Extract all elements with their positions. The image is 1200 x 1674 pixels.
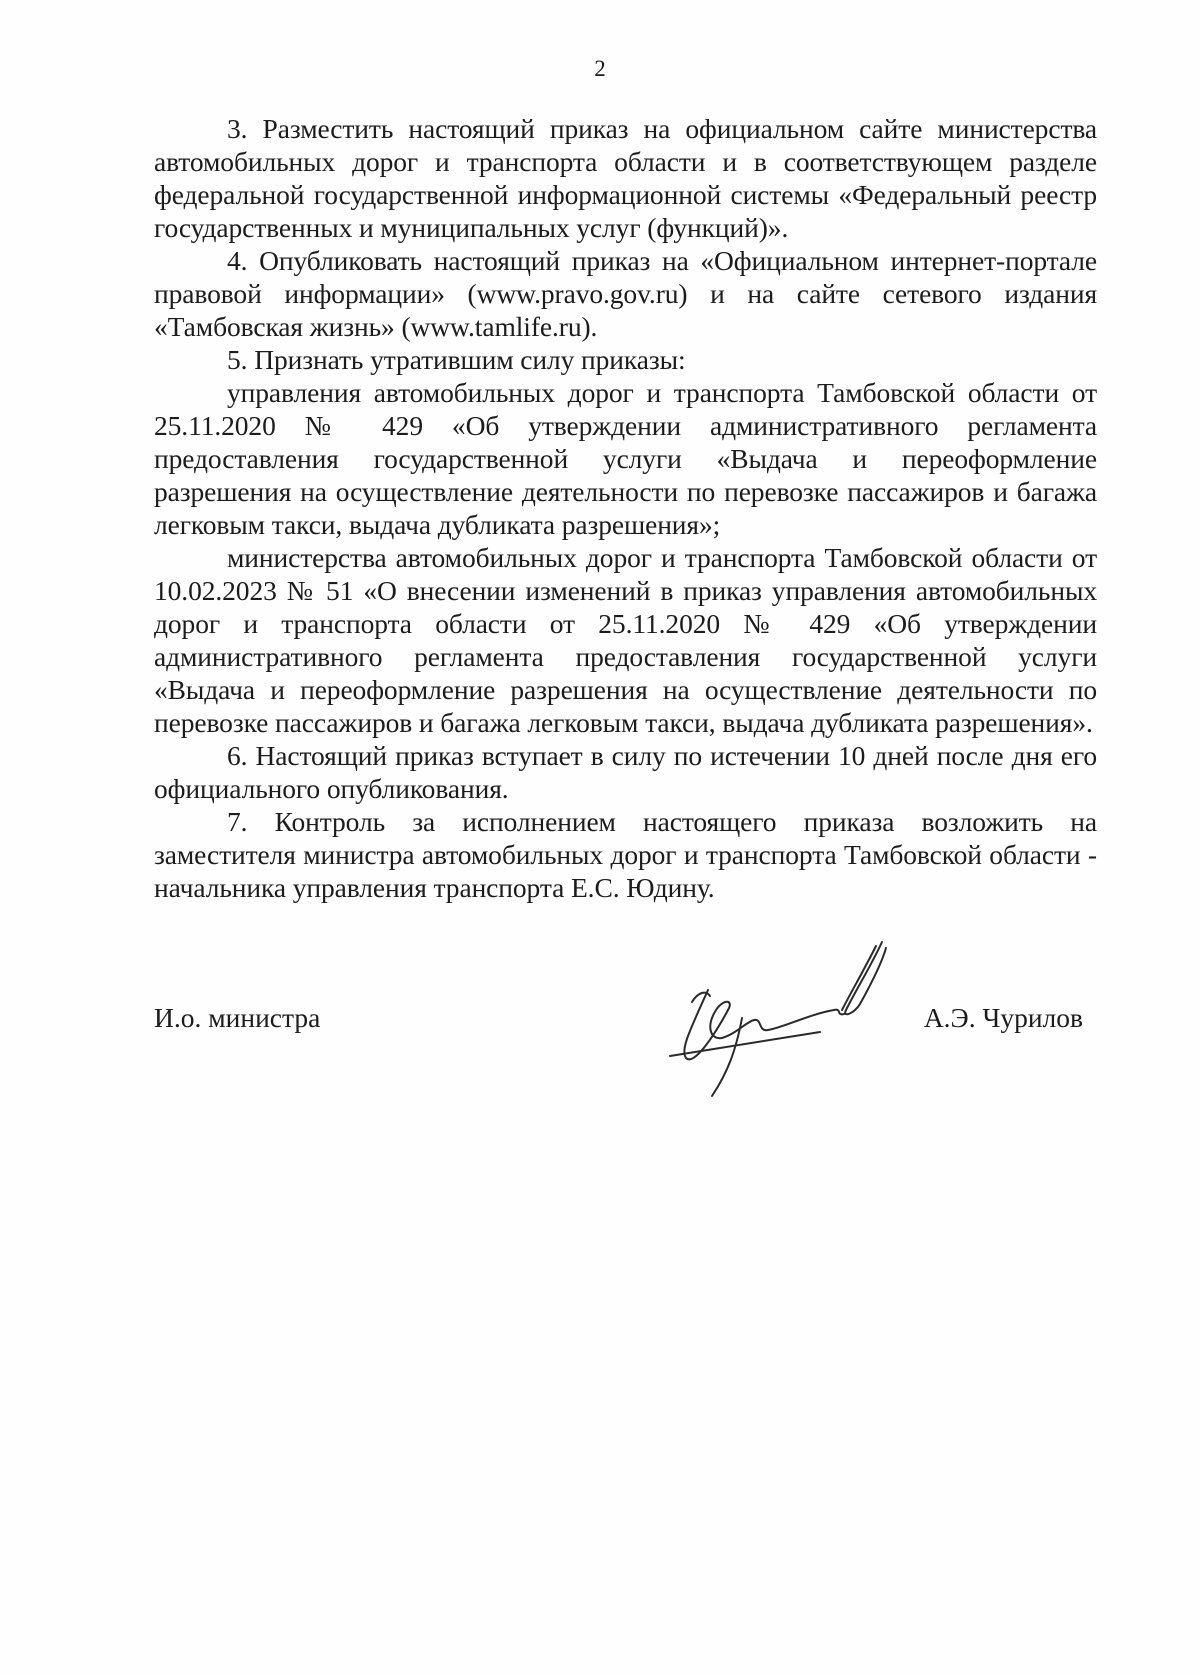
paragraph-repealed-order-1: управления автомобильных дорог и транспорта Тамбовской области от 25.11.2020 № 429 «Об утверждении административного регламента предоставления государственной услуги «Выдача и переоформление разрешения на осуществление деятельности по перевозке пассажиров и багажа легковым такси, выдача дубликата разрешения»; — [154, 377, 1097, 540]
signature-block — [154, 1001, 1097, 1041]
paragraph-item-4: 4. Опубликовать настоящий приказ на «Официальном интернет-портале правовой информации» (www.pravo.gov.ru) и на сайте сетевого издания «Тамбовская жизнь» (www.tamlife.ru). — [154, 245, 1097, 342]
paragraph-item-7: 7. Контроль за исполнением настоящего приказа возложить на заместителя министра автомобильных дорог и транспорта Тамбовской области - начальника управления транспорта Е.С. Юдину. — [154, 806, 1097, 903]
paragraph-item-5: 5. Признать утратившим силу приказы: — [227, 344, 686, 375]
signatory-name: А.Э. Чурилов — [923, 1002, 1083, 1033]
paragraph-item-6: 6. Настоящий приказ вступает в силу по истечении 10 дней после дня его официального опубликования. — [154, 740, 1097, 804]
signature-stroke-hook — [692, 993, 710, 1002]
document-body — [154, 112, 1097, 904]
paragraph-repealed-order-2: министерства автомобильных дорог и транспорта Тамбовской области от 10.02.2023 № 51 «О внесении изменений в приказ управления автомобильных дорог и транспорта области от 25.11.2020 № 429 «Об утверждении административного регламента предоставления государственной услуги «Выдача и переоформление разрешения на осуществление деятельности по перевозке пассажиров и багажа легковым такси, выдача дубликата разрешения». — [154, 542, 1097, 738]
paragraph-item-3: 3. Разместить настоящий приказ на официальном сайте министерства автомобильных дорог и транспорта области и в соответствующем разделе федеральной государственной информационной системы «Федеральный реестр государственных и муниципальных услуг (функций)». — [154, 113, 1097, 243]
signatory-title: И.о. министра — [154, 1002, 321, 1033]
handwritten-signature-icon — [650, 940, 950, 1100]
signature-stroke-tail — [670, 1032, 820, 1056]
page-number: 2 — [594, 56, 606, 81]
signature-stroke-flourish — [845, 942, 886, 1014]
signature-stroke-flourish-2 — [842, 946, 876, 1010]
